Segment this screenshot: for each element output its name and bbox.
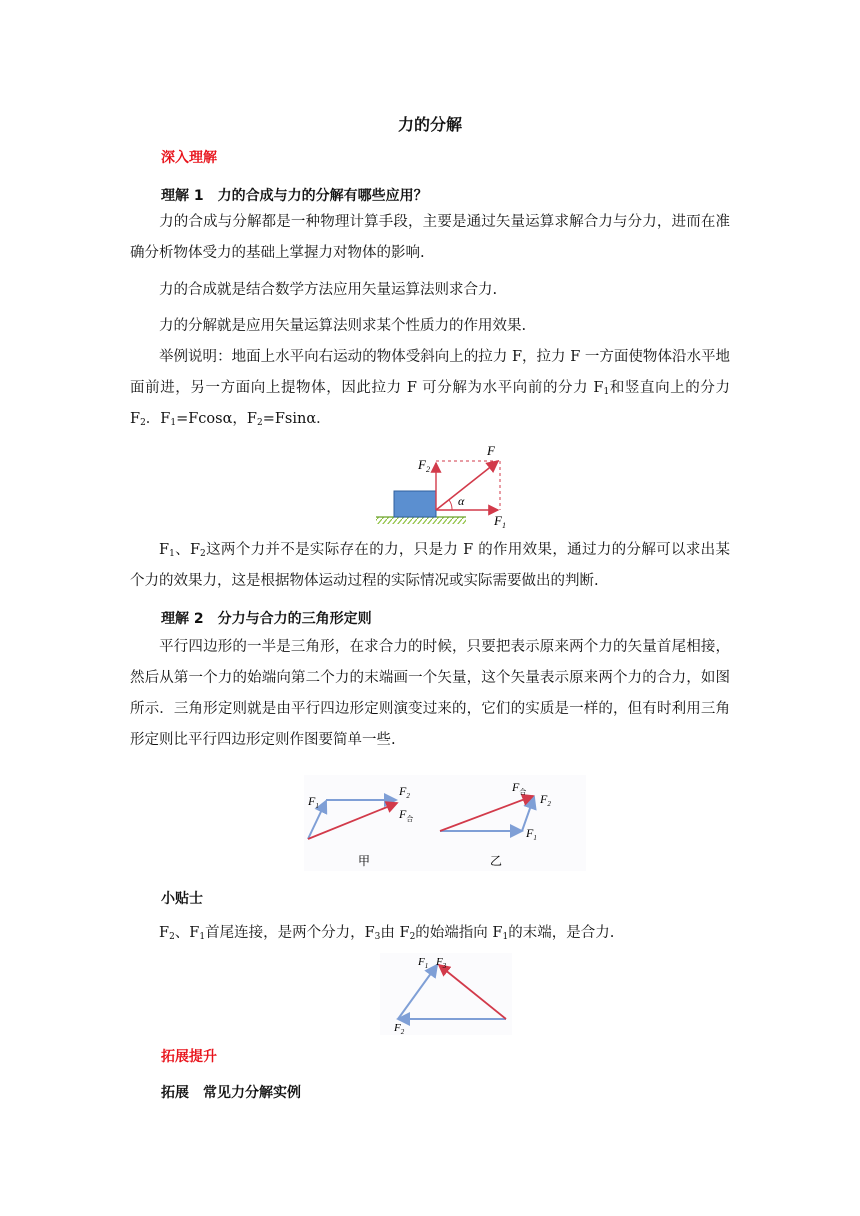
paragraph-6-text: 平行四边形的一半是三角形，在求合力的时候，只要把表示原来两个力的矢量首尾相接，然后从第一个力的始端向第二个力的末端画一个矢量，这个矢量表示原来两个力的合力，如图所示．三角形定则就是由平行四边形定则演变过来的，它们的实质是一样的，但有时利用三角形定则比平行四边形定则作图要简单一些.	[130, 639, 730, 748]
section-heading-extension: 拓展提升	[161, 1049, 217, 1065]
sub-2: 2	[409, 932, 416, 942]
p5-text-c: 这两个力并不是实际存在的力，只是力 F 的作用效果，通过力的分解可以求出某个力的效果力，这是根据物体运动过程的实际情况或实际需要做出的判断.	[130, 542, 731, 589]
extension-heading: 拓展 常见力分解实例	[161, 1085, 301, 1101]
section-heading-deep-understanding: 深入理解	[161, 150, 217, 166]
p4-text-b: 和竖直向上的分力 F	[130, 380, 730, 427]
sub-2: 2	[169, 932, 175, 942]
p7-text-a: F	[159, 925, 170, 941]
p7-text-d: 由 F	[380, 925, 410, 941]
p5-text-b: 、F	[174, 542, 201, 558]
paragraph-4	[130, 342, 730, 435]
jia-label-F1: $F_1$	[308, 794, 319, 810]
p4-text-a: 举例说明：地面上水平向右运动的物体受斜向上的拉力 F，拉力 F 一方面使物体沿水平地面前进，另一方面向上提物体，因此拉力 F 可分解为水平向前的分力 F	[130, 349, 730, 396]
paragraph-3	[130, 311, 730, 342]
sub-2: 2	[140, 418, 146, 428]
paragraph-1	[130, 207, 730, 269]
ground-hatch	[376, 517, 466, 524]
sub-1: 1	[603, 387, 610, 397]
jia-label-F2: $F_2$	[399, 784, 410, 800]
alpha-arc	[449, 500, 452, 510]
figure-small-triangle	[380, 953, 512, 1035]
p5-text-a: F	[159, 542, 170, 558]
label-F1-small: $F_1$	[418, 956, 429, 970]
p4-text-c: ．F	[145, 411, 171, 427]
caption-jia: 甲	[358, 854, 371, 868]
question-heading-1: 理解 1 力的合成与力的分解有哪些应用？	[161, 188, 428, 204]
arrow-F	[436, 461, 498, 510]
sub-2: 2	[200, 549, 206, 559]
paragraph-3-text: 力的分解就是应用矢量运算法则求某个性质力的作用效果.	[159, 318, 527, 334]
p7-text-e: 的始端指向 F	[415, 925, 503, 941]
p7-text-b: 、F	[174, 925, 200, 941]
paragraph-7	[130, 918, 730, 949]
paragraph-2-text: 力的合成就是结合数学方法应用矢量运算法则求合力.	[159, 282, 498, 298]
sub-1: 1	[199, 932, 206, 942]
label-F1: $F_1$	[494, 513, 506, 530]
label-F: F	[487, 443, 495, 458]
caption-yi: 乙	[490, 854, 503, 868]
sub-1: 1	[502, 932, 509, 942]
p4-text-e: =Fsinα．	[262, 411, 331, 427]
p7-text-c: 首尾连接，是两个分力，F	[205, 925, 375, 941]
page-title: 力的分解	[397, 115, 462, 134]
sub-1: 1	[170, 418, 177, 428]
p7-text-f: 的末端，是合力.	[508, 925, 615, 941]
sub-1: 1	[169, 549, 175, 559]
paragraph-1-text: 力的合成与分解都是一种物理计算手段，主要是通过矢量运算求解合力与分力，进而在准确分析物体受力的基础上掌握力对物体的影响.	[130, 214, 730, 261]
sub-3: 3	[374, 932, 381, 942]
label-F2-small: $F_2$	[394, 1022, 405, 1035]
yi-label-F2: $F_2$	[540, 792, 551, 808]
paragraph-2	[130, 275, 730, 306]
figure-force-decomposition	[372, 441, 522, 531]
jia-label-Fhe: $F_合$	[399, 807, 414, 823]
label-F2: $F_2$	[418, 457, 430, 474]
label-alpha: α	[458, 494, 465, 508]
label-F3-small: $F_3$	[436, 956, 447, 970]
p4-text-d: =Fcosα，F	[176, 411, 257, 427]
figure-triangle-rule	[304, 775, 586, 871]
yi-label-F1: $F_1$	[526, 826, 537, 842]
yi-label-Fhe: $F_合$	[512, 780, 527, 796]
tip-heading: 小贴士	[161, 891, 203, 907]
question-heading-2: 理解 2 分力与合力的三角形定则	[161, 611, 372, 627]
paragraph-5	[130, 535, 730, 597]
sub-2: 2	[256, 418, 263, 428]
paragraph-6	[130, 632, 730, 756]
block	[394, 491, 436, 517]
